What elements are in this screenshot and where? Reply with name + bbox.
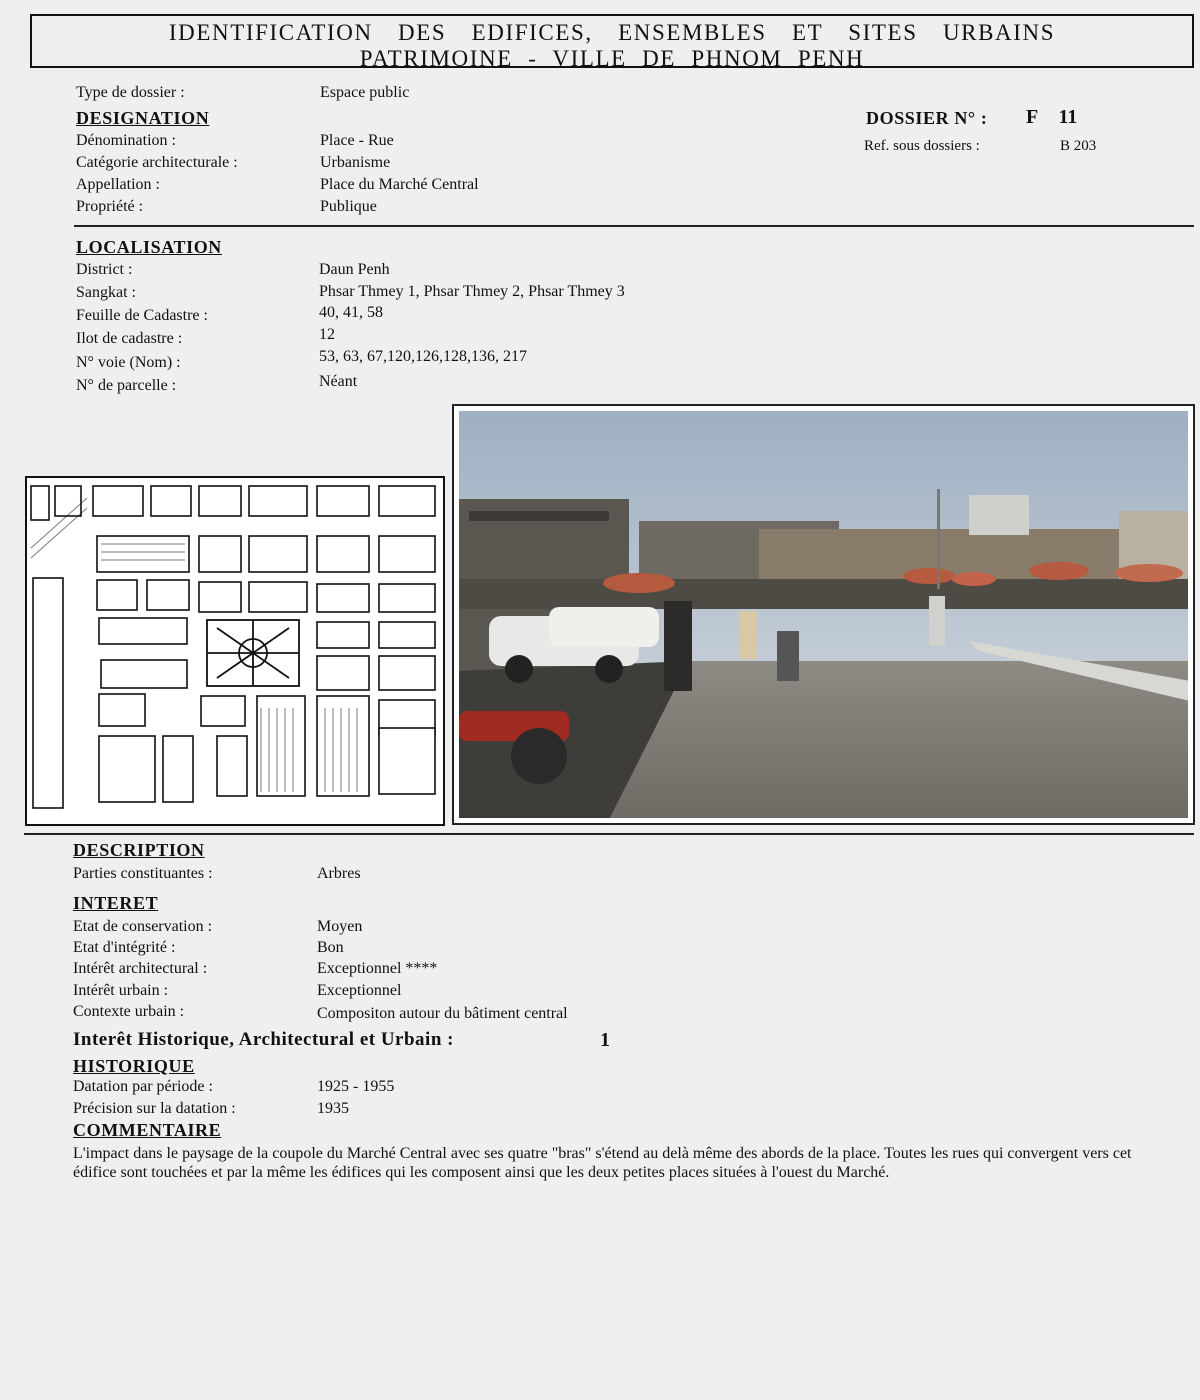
- commentaire-heading: COMMENTAIRE: [73, 1120, 222, 1140]
- designation-propriete-value: Publique: [320, 198, 377, 215]
- interet-integrite-value: Bon: [317, 939, 344, 956]
- designation-categorie-value: Urbanisme: [320, 154, 391, 171]
- designation-denomination-value: Place - Rue: [320, 132, 394, 149]
- interet-urbain-label: Intérêt urbain :: [73, 982, 169, 999]
- designation-heading: DESIGNATION: [76, 108, 210, 128]
- section-divider-middle: [24, 833, 1194, 835]
- interet-architectural-value: Exceptionnel ****: [317, 960, 438, 977]
- localisation-voie-value: 53, 63, 67,120,126,128,136, 217: [319, 348, 527, 365]
- section-divider-top: [74, 225, 1194, 227]
- localisation-ilot-value: 12: [319, 326, 335, 343]
- historique-datation-value: 1925 - 1955: [317, 1078, 395, 1095]
- dossier-number-value: F 11: [1026, 106, 1078, 128]
- type-dossier-value: Espace public: [320, 84, 410, 101]
- ref-sous-dossiers-value: B 203: [1060, 138, 1097, 154]
- description-heading: DESCRIPTION: [73, 840, 205, 860]
- interet-integrite-label: Etat d'intégrité :: [73, 939, 176, 956]
- designation-propriete-label: Propriété :: [76, 198, 144, 215]
- localisation-voie-label: N° voie (Nom) :: [76, 354, 181, 371]
- interet-contexte-value: Compositon autour du bâtiment central: [317, 1005, 568, 1022]
- interet-heading: INTERET: [73, 893, 159, 913]
- localisation-district-label: District :: [76, 261, 133, 278]
- site-photo: [452, 404, 1195, 825]
- localisation-ilot-label: Ilot de cadastre :: [76, 330, 183, 347]
- historique-heading: HISTORIQUE: [73, 1056, 195, 1076]
- historique-precision-value: 1935: [317, 1100, 349, 1117]
- interet-conservation-label: Etat de conservation :: [73, 918, 213, 935]
- localisation-sangkat-value: Phsar Thmey 1, Phsar Thmey 2, Phsar Thmey 3: [319, 283, 625, 300]
- designation-appellation-value: Place du Marché Central: [320, 176, 479, 193]
- interet-contexte-label: Contexte urbain :: [73, 1003, 185, 1020]
- localisation-feuille-value: 40, 41, 58: [319, 304, 383, 321]
- interet-conservation-value: Moyen: [317, 918, 363, 935]
- localisation-heading: LOCALISATION: [76, 237, 222, 257]
- localisation-feuille-label: Feuille de Cadastre :: [76, 307, 208, 324]
- description-parties-label: Parties constituantes :: [73, 865, 213, 882]
- description-parties-value: Arbres: [317, 865, 361, 882]
- interet-summary-value: 1: [600, 1029, 610, 1051]
- historique-datation-label: Datation par période :: [73, 1078, 213, 1095]
- designation-categorie-label: Catégorie architecturale :: [76, 154, 238, 171]
- designation-denomination-label: Dénomination :: [76, 132, 176, 149]
- localisation-sangkat-label: Sangkat :: [76, 284, 136, 301]
- interet-architectural-label: Intérêt architectural :: [73, 960, 208, 977]
- localisation-parcelle-value: Néant: [319, 373, 358, 390]
- document-title-box: [30, 14, 1194, 71]
- cadastral-map-drawing: [27, 478, 443, 824]
- historique-precision-label: Précision sur la datation :: [73, 1100, 236, 1117]
- commentaire-text: L'impact dans le paysage de la coupole du Marché Central avec ses quatre "bras" s'étend au delà même des abords de la place. Toutes les rues qui convergent vers cet édifice sont touchées et par la même les édifices qui les composent ainsi que les deux petites places situées à l'ouest du Marché.: [73, 1145, 1132, 1181]
- localisation-district-value: Daun Penh: [319, 261, 390, 278]
- localisation-parcelle-label: N° de parcelle :: [76, 377, 177, 394]
- dossier-number-label: DOSSIER N° :: [866, 108, 988, 128]
- type-dossier-label: Type de dossier :: [76, 84, 185, 101]
- site-photo-image: [459, 411, 1188, 818]
- designation-appellation-label: Appellation :: [76, 176, 160, 193]
- document-title-line1: IDENTIFICATION DES EDIFICES, ENSEMBLES ET SITES URBAINS: [168, 20, 1056, 45]
- ref-sous-dossiers-label: Ref. sous dossiers :: [864, 138, 980, 154]
- interet-summary-label: Interêt Historique, Architectural et Urbain :: [73, 1029, 454, 1050]
- document-title-line2: PATRIMOINE - VILLE DE PHNOM PENH: [359, 46, 865, 71]
- interet-urbain-value: Exceptionnel: [317, 982, 402, 999]
- cadastral-map: [25, 476, 445, 826]
